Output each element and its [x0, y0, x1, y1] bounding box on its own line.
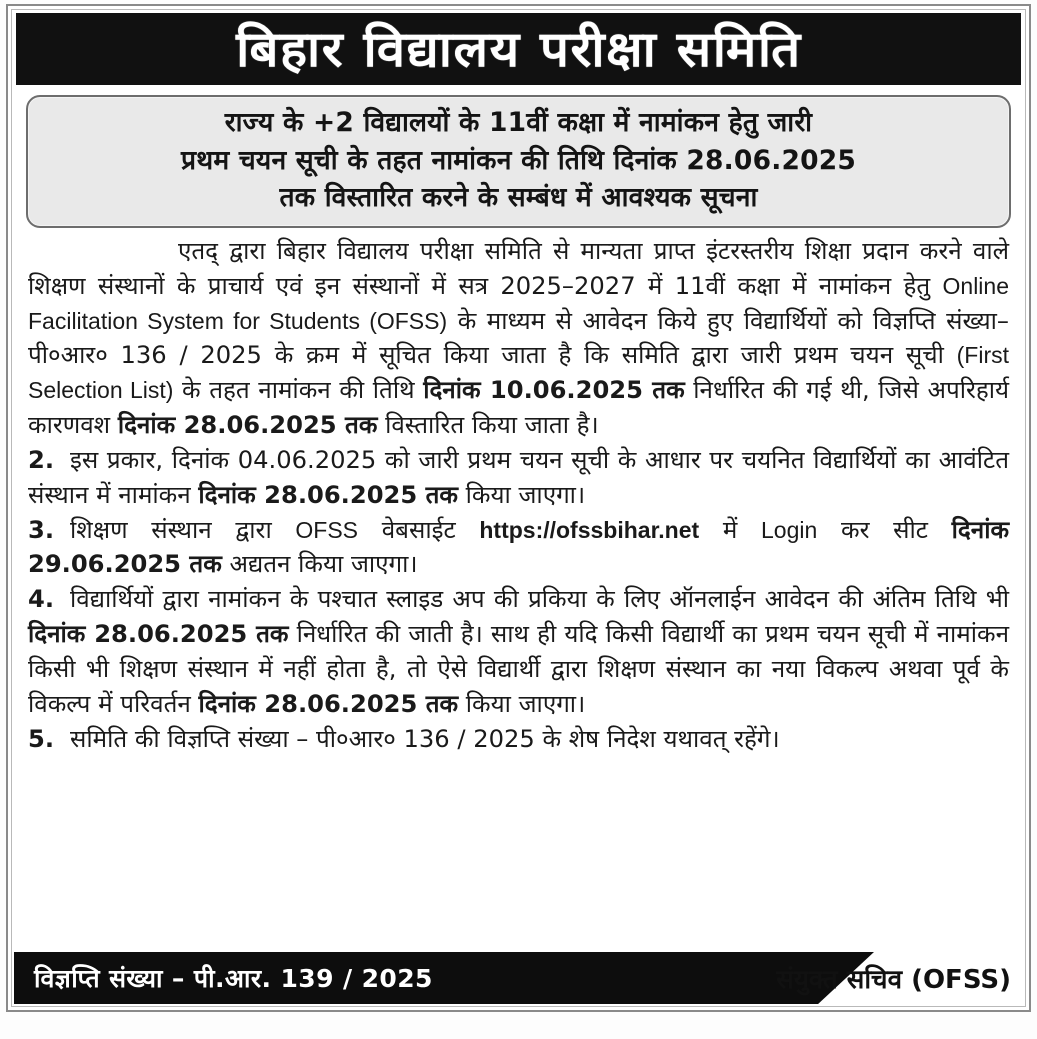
notice-body: [12, 228, 1025, 757]
para2-segment-1: इस प्रकार, दिनांक 04.06.2025 को जारी प्रथम चयन सूची के आधार पर चयनित विद्यार्थियों का आवंटित संस्थान में नामांकन: [28, 445, 1009, 509]
notice-footer: [12, 952, 1025, 1004]
paragraph-4: [28, 582, 1009, 721]
para3-segment-1: शिक्षण संस्थान द्वारा: [70, 515, 296, 544]
masthead-banner: [16, 13, 1021, 85]
para3-login-word: Login: [761, 516, 818, 543]
signatory-designation: संयुक्त सचिव (OFSS): [776, 965, 1011, 995]
notice-outer-frame: [6, 4, 1031, 1012]
footer-divider: [14, 1006, 1023, 1007]
paragraph-5: [28, 722, 1009, 757]
notice-number: विज्ञप्ति संख्या – पी.आर. 139 / 2025: [34, 964, 433, 993]
subject-line-2: प्रथम चयन सूची के तहत नामांकन की तिथि दिनांक 28.06.2025: [180, 144, 857, 176]
para1-segment-1: एतद् द्वारा बिहार विद्यालय परीक्षा समिति से मान्यता प्राप्त इंटरस्तरीय शिक्षा प्रदान करने वाले शिक्षण संस्थानों के प्राचार्य एवं इन संस्थानों में सत्र 2025–2027 में 11वीं कक्षा में नामांकन हेतु: [28, 236, 1009, 300]
para4-date-28-06-2025-a: दिनांक 28.06.2025 तक: [28, 620, 289, 649]
para1-ofss-fullname: Online Facilitation System for Students (OFSS): [28, 272, 1009, 334]
para5-segment-1: समिति की विज्ञप्ति संख्या – पी०आर० 136 / 2025 के शेष निदेश यथावत् रहेंगे।: [70, 724, 780, 753]
subject-line-3: तक विस्तारित करने के सम्बंध में आवश्यक सूचना: [279, 182, 758, 214]
para1-segment-7: निर्धारित की गई थी, जिसे अपरिहार्य कारणवश: [28, 376, 1009, 440]
para1-date-28-06-2025: दिनांक 28.06.2025 तक: [117, 411, 378, 440]
para3-segment-3: वेबसाईट: [358, 515, 480, 544]
para3-segment-5: में: [699, 515, 762, 544]
para1-first-selection-list: (First Selection List): [28, 342, 1009, 404]
para5-number: 5.: [28, 724, 55, 753]
para4-segment-3: निर्धारित की जाती है। साथ ही यदि किसी विद्यार्थी का प्रथम चयन सूची में नामांकन किसी भी शिक्षण संस्थान में नहीं होता है, तो ऐसे विद्यार्थी द्वारा शिक्षण संस्थान का नया विकल्प अथवा पूर्व के विकल्प में परिवर्तन: [28, 620, 1009, 718]
para3-ofss-acronym: OFSS: [295, 516, 359, 543]
para4-segment-1: विद्यार्थियों द्वारा नामांकन के पश्चात स्लाइड अप की प्रकिया के लिए ऑनलाईन आवेदन की अंतिम तिथि भी: [70, 585, 1009, 614]
notice-inner-frame: [11, 9, 1026, 1007]
subject-box: [26, 95, 1011, 228]
para3-segment-7: कर सीट: [817, 515, 952, 544]
para1-segment-9: विस्तारित किया जाता है।: [377, 411, 599, 440]
paragraph-3: [28, 513, 1009, 583]
organization-title: बिहार विद्यालय परीक्षा समिति: [235, 20, 802, 78]
para4-date-28-06-2025-b: दिनांक 28.06.2025 तक: [198, 689, 459, 718]
para3-number: 3.: [28, 515, 55, 544]
para2-date-28-06-2025: दिनांक 28.06.2025 तक: [198, 480, 458, 509]
para1-date-10-06-2025: दिनांक 10.06.2025 तक: [423, 376, 685, 405]
ofss-website-url[interactable]: https://ofssbihar.net: [479, 516, 700, 543]
para4-segment-5: किया जाएगा।: [458, 689, 586, 718]
para1-segment-3: के माध्यम से आवेदन किये हुए विद्यार्थियों को विज्ञप्ति संख्या–पी०आर० 136 / 2025 के क्रम में सूचित किया जाता है कि समिति द्वारा जारी प्रथम चयन सूची: [28, 306, 1009, 370]
para2-segment-3: किया जाएगा।: [457, 480, 586, 509]
paragraph-2: [28, 443, 1009, 513]
para3-segment-9: अद्यतन किया जाएगा।: [221, 550, 418, 579]
subject-line-1: राज्य के +2 विद्यालयों के 11वीं कक्षा में नामांकन हेतु जारी: [224, 107, 813, 138]
para4-number: 4.: [28, 585, 55, 614]
para1-segment-5: के तहत नामांकन की तिथि: [173, 376, 424, 405]
paragraph-1: [28, 234, 1009, 443]
para3-date-29-06-2025: दिनांक 29.06.2025 तक: [28, 515, 1010, 579]
para2-number: 2.: [28, 445, 55, 474]
